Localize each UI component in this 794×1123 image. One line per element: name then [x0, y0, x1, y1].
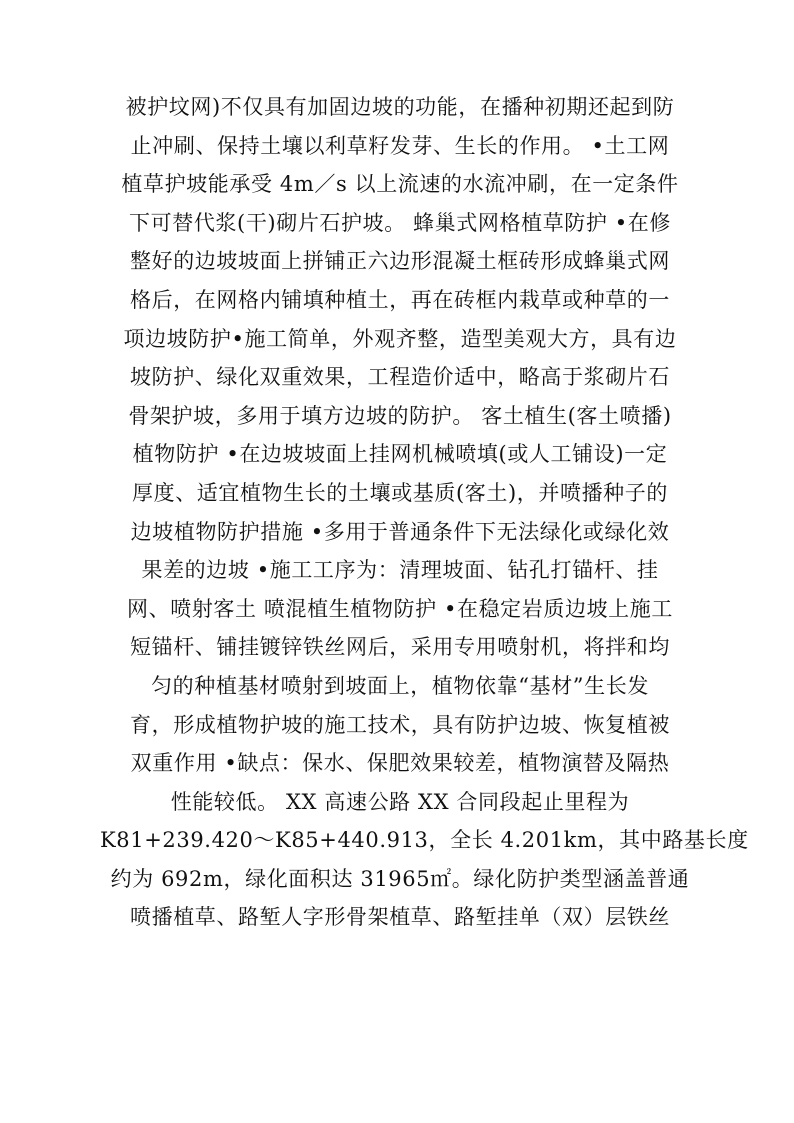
text-line: K81+239.420～K85+440.913，全长 4.201km，其中路基长度: [100, 828, 749, 853]
text-line: 植物防护 •在边坡坡面上挂网机械喷填(或人工铺设)一定: [132, 442, 668, 467]
text-line: 匀的种植基材喷射到坡面上，植物依靠“基材”生长发: [151, 673, 649, 698]
text-line: 网、喷射客土 喷混植生植物防护 •在稳定岩质边坡上施工: [127, 596, 673, 621]
text-line: 厚度、适宜植物生长的土壤或基质(客土)，并喷播种子的: [132, 480, 668, 505]
text-line: 骨架护坡，多用于填方边坡的防护。 客土植生(客土喷播): [128, 403, 672, 428]
text-line: 短锚杆、铺挂镀锌铁丝网后，采用专用喷射机，将拌和均: [130, 635, 670, 660]
text-line: 约为 692m，绿化面积达 31965㎡。绿化防护类型涵盖普通: [110, 866, 690, 891]
text-line: 边坡植物防护措施 •多用于普通条件下无法绿化或绿化效: [130, 519, 670, 544]
text-line: 下可替代浆(干)砌片石护坡。 蜂巢式网格植草防护 •在修: [129, 210, 671, 235]
text-line: 果差的边坡 •施工工序为：清理坡面、钻孔打锚杆、挂: [141, 558, 659, 583]
text-line: 双重作用 •缺点：保水、保肥效果较差，植物演替及隔热: [130, 751, 670, 776]
text-line: 育，形成植物护坡的施工技术，具有防护边坡、恢复植被: [130, 712, 670, 737]
text-line: 项边坡防护•施工简单，外观齐整，造型美观大方，具有边: [123, 326, 677, 351]
text-line: 植草护坡能承受 4m／s 以上流速的水流冲刷，在一定条件: [121, 172, 679, 197]
text-line: 被护坟网)不仅具有加固边坡的功能，在播种初期还起到防: [125, 95, 675, 119]
text-line: 格后，在网格内铺填种植土，再在砖框内栽草或种草的一: [130, 287, 670, 312]
body-text: [100, 88, 749, 937]
text-line: 喷播植草、路堑人字形骨架植草、路堑挂单（双）层铁丝: [130, 905, 670, 930]
text-line: 整好的边坡坡面上拼铺正六边形混凝土框砖形成蜂巢式网: [130, 249, 670, 274]
text-line: 止冲刷、保持土壤以利草籽发芽、生长的作用。 •土工网: [130, 133, 670, 158]
text-line: 坡防护、绿化双重效果，工程造价适中，略高于浆砌片石: [130, 365, 670, 390]
text-line: 性能较低。 XX 高速公路 XX 合同段起止里程为: [170, 789, 630, 814]
